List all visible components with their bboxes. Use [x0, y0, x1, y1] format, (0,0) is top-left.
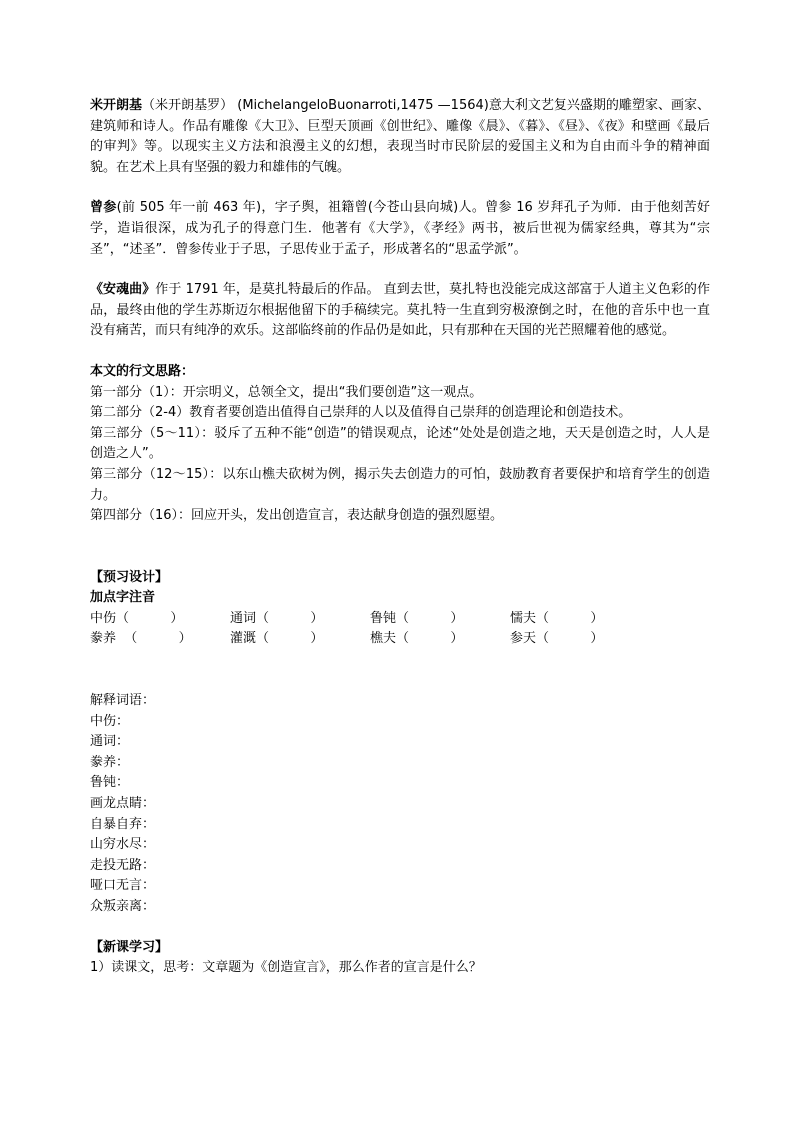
outline-title: 本文的行文思路：	[90, 363, 195, 379]
term-item: 画龙点睛：	[90, 796, 156, 812]
explain-title: 解释词语：	[90, 693, 156, 709]
michelangelo-text: （米开朗基罗） (MichelangeloBuonarroti,1475 —1564)意大利文艺复兴盛期的雕塑家、画家、建筑师和诗人。作品有雕像《大卫》、巨型天顶画《创世纪》、雕像《晨》、《暮》、《昼》、《夜》和壁画《最后的审判》等。以现实主义方法和浪漫主义的幻想，表现当时市民阶层的爱国主义和为自由而斗争的精神面貌。在艺术上具有坚强的毅力和雄伟的气魄。	[90, 98, 710, 175]
pinyin-cell: 参天（ ）	[510, 631, 604, 647]
term-item: 自暴自弃：	[90, 816, 156, 832]
requiem-name: 《安魂曲》	[90, 282, 156, 298]
term-item: 豢养：	[90, 754, 130, 770]
outline-item: 第一部分（1）：开宗明义，总领全文，提出“我们要创造”这一观点。	[90, 384, 483, 400]
term-item: 通词：	[90, 734, 130, 750]
outline-item: 第三部分（12～15）：以东山樵夫砍树为例，揭示失去创造力的可怕，鼓励教育者要保护和培育学生的创造力。	[90, 466, 710, 503]
pinyin-title: 加点字注音	[90, 590, 156, 606]
zengshen-paragraph	[90, 198, 710, 260]
preview-heading: 【预习设计】	[90, 569, 169, 585]
new-lesson-question: 1）读课文，思考：文章题为《创造宣言》，那么作者的宣言是什么？	[90, 960, 482, 976]
term-item: 鲁钝：	[90, 775, 130, 791]
new-lesson-heading: 【新课学习】	[90, 939, 169, 955]
zengshen-name: 曾参	[90, 200, 117, 216]
term-item: 中伤：	[90, 713, 130, 729]
document-page	[90, 96, 710, 979]
requiem-text: 作于 1791 年，是莫扎特最后的作品。 直到去世，莫扎特也没能完成这部富于人道主义色彩的作品，最终由他的学生苏斯迈尔根据他留下的手稿续完。莫扎特一生直到穷极潦倒之时，在他的音乐中也一直没有痛苦，而只有纯净的欢乐。这部临终前的作品仍是如此，只有那种在天国的光芒照耀着他的感觉。	[90, 282, 710, 339]
pinyin-row	[90, 609, 710, 630]
term-item: 众叛亲离：	[90, 899, 156, 914]
pinyin-cell: 通词（ ）	[230, 610, 324, 626]
pinyin-cell: 鲁钝（ ）	[370, 610, 464, 626]
pinyin-cell: 懦夫（ ）	[510, 610, 604, 626]
pinyin-cell: 豢养 （ ）	[90, 631, 192, 647]
outline-item: 第二部分（2-4）教育者要创造出值得自己崇拜的人以及值得自己崇拜的创造理论和创造技术。	[90, 405, 632, 421]
term-item: 山穷水尽：	[90, 837, 156, 853]
term-item: 哑口无言：	[90, 878, 156, 894]
term-item: 走投无路：	[90, 857, 156, 873]
outline-item: 第四部分（16）：回应开头，发出创造宣言，表达献身创造的强烈愿望。	[90, 508, 504, 524]
outline-item: 第三部分（5～11）：驳斥了五种不能“创造”的错误观点，论述“处处是创造之地，天天是创造之时，人人是创造之人”。	[90, 425, 710, 462]
pinyin-row	[90, 629, 710, 650]
requiem-paragraph	[90, 280, 710, 342]
zengshen-text: (前 505 年一前 463 年)，字子舆，祖籍曾(今苍山县向城)人。曾参 16 岁拜孔子为师．由于他刻苦好学，造诣很深，成为孔子的得意门生．他著有《大学》，《孝经》两书，被后世视为儒家经典，尊其为“宗圣”，“述圣”．曾参传业于子思，子思传业于孟子，形成著名的“思孟学派”。	[90, 200, 710, 257]
michelangelo-paragraph	[90, 96, 710, 178]
pinyin-cell: 中伤（ ）	[90, 610, 184, 626]
pinyin-cell: 灌溉（ ）	[230, 631, 324, 647]
pinyin-cell: 樵夫（ ）	[370, 631, 464, 647]
michelangelo-name: 米开朗基	[90, 98, 143, 113]
